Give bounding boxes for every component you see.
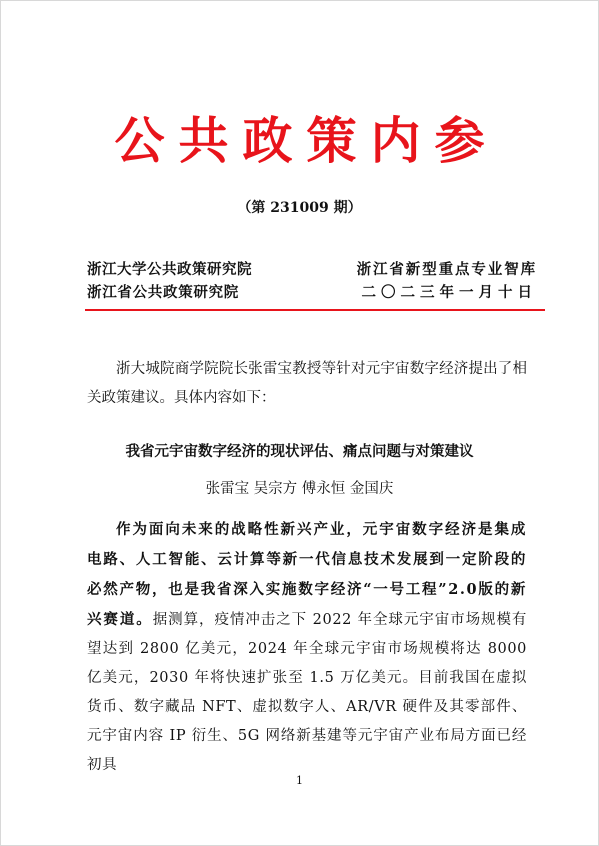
- org-row-2: [87, 282, 537, 304]
- intro-paragraph: 浙大城院商学院院长张雷宝教授等针对元宇宙数字经济提出了相关政策建议。具体内容如下：: [87, 361, 527, 406]
- article-authors: 张雷宝 吴宗方 傅永恒 金国庆: [205, 481, 394, 497]
- org-row-1: [87, 259, 537, 281]
- masthead-title: 公共政策内参: [114, 111, 499, 170]
- body-text: 据测算，疫情冲击之下 2022 年全球元宇宙市场规模有望达到 2800 亿美元，2024 年全球元宇宙市场规模将达 8000 亿美元，2030 年将快速扩张至 1.5 万亿美元。目前我国在虚拟货币、数字藏品 NFT、虚拟数字人、AR/VR 硬件及其零部件、元宇宙内容 IP 衍生、5G 网络新基建等元宇宙产业布局方面已经初具: [87, 612, 527, 773]
- article-title: 我省元宇宙数字经济的现状评估、痛点问题与对策建议: [125, 443, 474, 460]
- issue-date: 二〇二三年一月十日: [361, 284, 537, 301]
- think-tank-label: 浙江省新型重点专业智库: [356, 261, 537, 278]
- org-name-zju: 浙江大学公共政策研究院: [87, 261, 252, 278]
- page-number: 1: [296, 774, 303, 787]
- header-divider: [85, 309, 545, 311]
- body-paragraph: [87, 515, 527, 780]
- lead-bold-text: 作为面向未来的战略性新兴产业，元宇宙数字经济是集成电路、人工智能、云计算等新一代信息技术发展到一定阶段的必然产物，也是我省深入实施数字经济“一号工程”2.0版的新兴赛道。: [87, 521, 527, 628]
- issue-number: （第 231009 期）: [237, 200, 362, 216]
- org-name-zj-institute: 浙江省公共政策研究院: [87, 284, 239, 301]
